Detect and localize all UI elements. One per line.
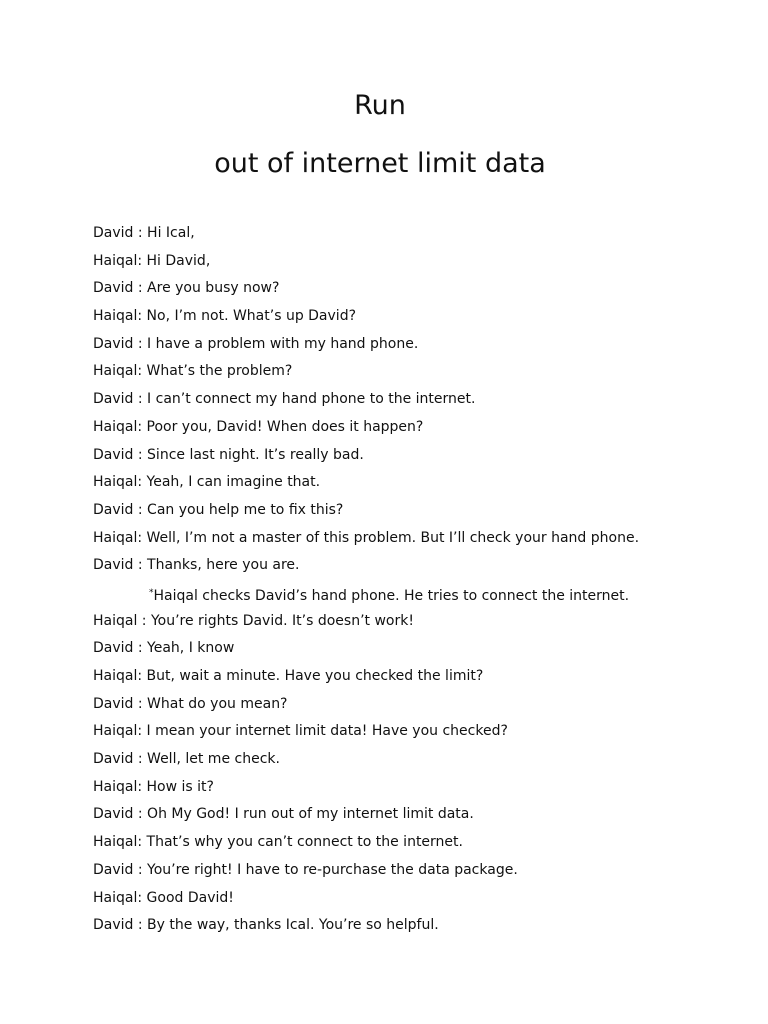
dialogue-line [93, 497, 733, 525]
dialogue-line [93, 414, 733, 442]
dialogue-text: Are you busy now? [147, 280, 280, 297]
speaker-label: Haiqal : [93, 612, 151, 629]
dialogue-line [93, 912, 733, 940]
dialogue-text: But, wait a minute. Have you checked the limit? [146, 668, 484, 684]
dialogue-line [93, 718, 733, 746]
speaker-label: Haiqal: [93, 834, 147, 851]
dialogue-line [93, 829, 733, 857]
speaker-label: David : [93, 391, 148, 408]
speaker-label: Haiqal: [93, 252, 147, 269]
dialogue-line [93, 358, 733, 386]
dialogue-text: Since last night. It’s really bad. [147, 446, 364, 463]
dialogue-text: Hi Ical, [147, 225, 195, 241]
speaker-label: David : [93, 917, 148, 934]
speaker-label: David : [93, 225, 148, 241]
dialogue-body [93, 220, 733, 940]
dialogue-line [93, 248, 733, 276]
dialogue-text: You’re rights David. It’s doesn’t work! [150, 612, 414, 629]
dialogue-line [93, 331, 733, 359]
dialogue-line [93, 801, 733, 829]
speaker-label: David : [93, 695, 148, 712]
dialogue-text: How is it? [146, 778, 214, 795]
dialogue-text: Yeah, I can imagine that. [146, 474, 321, 491]
dialogue-line [93, 220, 733, 248]
dialogue-line [93, 885, 733, 913]
title-line-2: out of internet limit data [214, 148, 546, 179]
dialogue-line [93, 525, 733, 553]
dialogue-text: I mean your internet limit data! Have you checked? [146, 723, 508, 740]
dialogue-line [93, 608, 733, 636]
dialogue-text: No, I’m not. What’s up David? [146, 308, 357, 325]
dialogue-line [93, 386, 733, 414]
speaker-label: Haiqal: [93, 778, 147, 795]
dialogue-line [93, 691, 733, 719]
dialogue-text: Good David! [146, 889, 234, 906]
dialogue-text: Well, let me check. [147, 751, 280, 768]
speaker-label: David : [93, 557, 148, 574]
dialogue-line [93, 746, 733, 774]
speaker-label: David : [93, 806, 148, 823]
dialogue-text: I can’t connect my hand phone to the internet. [147, 391, 476, 408]
speaker-label: Haiqal: [93, 889, 147, 906]
dialogue-text: Well, I’m not a master of this problem. But I’ll check your hand phone. [146, 529, 640, 546]
dialogue-line [93, 275, 733, 303]
dialogue-text: Hi David, [146, 252, 211, 269]
dialogue-line [93, 635, 733, 663]
dialogue-text: Poor you, David! When does it happen? [146, 418, 424, 435]
dialogue-text: What’s the problem? [146, 363, 293, 380]
dialogue-text: Oh My God! I run out of my internet limit data. [147, 806, 474, 823]
speaker-label: Haiqal: [93, 668, 147, 684]
speaker-label: David : [93, 640, 148, 657]
dialogue-text: What do you mean? [147, 695, 288, 712]
narration-line [93, 580, 733, 608]
dialogue-text: You’re right! I have to re-purchase the data package. [147, 861, 518, 878]
narration-text: Haiqal checks David’s hand phone. He tries to connect the internet. [153, 587, 630, 604]
speaker-label: David : [93, 335, 148, 352]
speaker-label: Haiqal: [93, 529, 147, 546]
speaker-label: Haiqal: [93, 723, 147, 740]
dialogue-text: Yeah, I know [147, 640, 235, 657]
dialogue-line [93, 857, 733, 885]
dialogue-line [93, 552, 733, 580]
speaker-label: David : [93, 446, 148, 463]
dialogue-text: Can you help me to fix this? [147, 501, 344, 518]
footnote-marker: * [149, 587, 154, 598]
dialogue-line [93, 774, 733, 802]
speaker-label: Haiqal: [93, 363, 147, 380]
dialogue-text: I have a problem with my hand phone. [147, 335, 419, 352]
speaker-label: David : [93, 751, 148, 768]
dialogue-text: Thanks, here you are. [147, 557, 300, 574]
speaker-label: David : [93, 501, 148, 518]
dialogue-line [93, 469, 733, 497]
document-title [0, 86, 760, 202]
speaker-label: David : [93, 280, 148, 297]
speaker-label: David : [93, 861, 148, 878]
dialogue-line [93, 303, 733, 331]
dialogue-text: By the way, thanks Ical. You’re so helpful. [147, 917, 439, 934]
dialogue-text: That’s why you can’t connect to the internet. [146, 834, 463, 851]
speaker-label: Haiqal: [93, 308, 147, 325]
dialogue-line [93, 442, 733, 470]
speaker-label: Haiqal: [93, 418, 147, 435]
dialogue-line [93, 663, 733, 691]
title-line-1: Run [354, 90, 406, 121]
speaker-label: Haiqal: [93, 474, 147, 491]
